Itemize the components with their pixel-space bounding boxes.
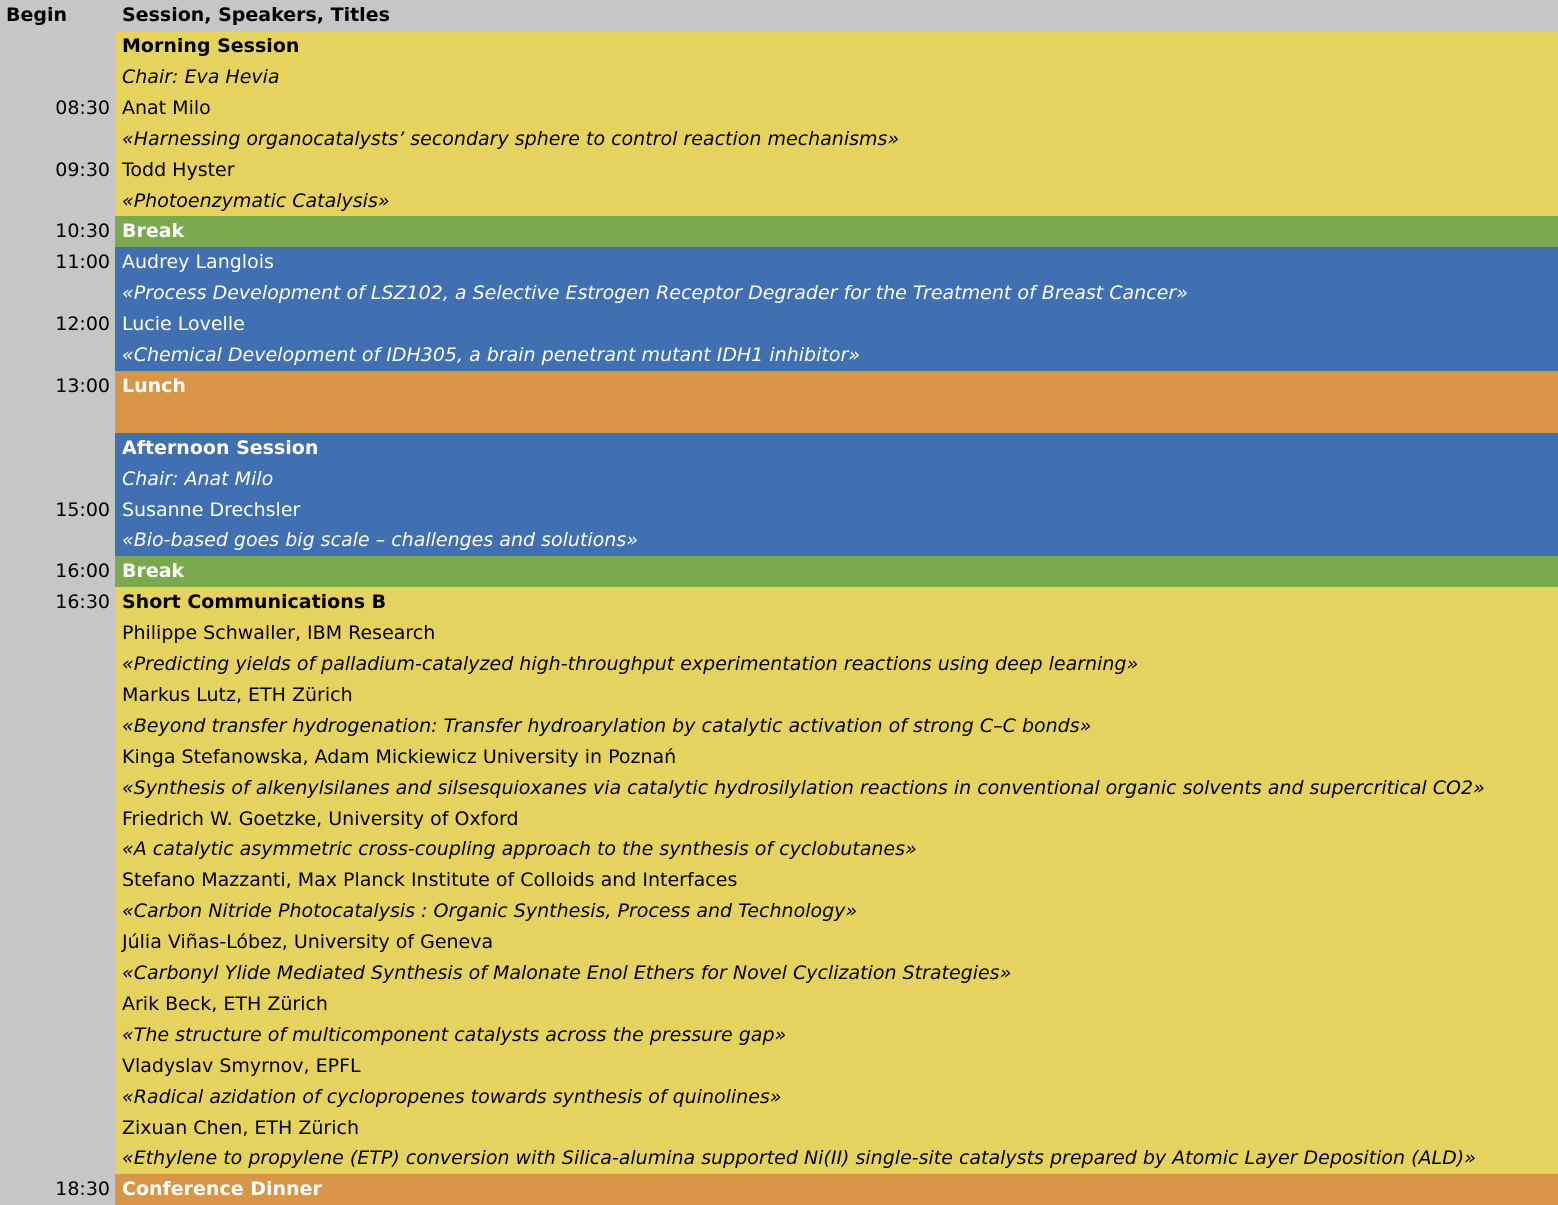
begin-time-cell: [0, 31, 115, 62]
schedule-row: [0, 247, 1558, 278]
schedule-row: [0, 186, 1558, 216]
schedule-row: [0, 958, 1558, 989]
schedule-row: [0, 556, 1558, 587]
session-text-cell: «Carbon Nitride Photocatalysis : Organic Synthesis, Process and Technology»: [115, 896, 1558, 927]
session-text-cell: «Carbonyl Ylide Mediated Synthesis of Malonate Enol Ethers for Novel Cyclization Strategies»: [115, 958, 1558, 989]
begin-time-cell: [0, 62, 115, 93]
schedule-row: [0, 278, 1558, 309]
begin-time-cell: [0, 711, 115, 742]
schedule-row: [0, 1020, 1558, 1051]
schedule-row: [0, 1143, 1558, 1174]
session-text-cell: «Photoenzymatic Catalysis»: [115, 186, 1558, 216]
begin-time-cell: [0, 927, 115, 958]
session-text-cell: Kinga Stefanowska, Adam Mickiewicz University in Poznań: [115, 742, 1558, 773]
schedule-row: [0, 402, 1558, 433]
session-text-cell: [115, 402, 1558, 433]
schedule-row: [0, 525, 1558, 556]
schedule-row: [0, 1174, 1558, 1205]
begin-time-cell: [0, 649, 115, 680]
session-text-cell: «Synthesis of alkenylsilanes and silsesquioxanes via catalytic hydrosilylation reactions in conventional organic solvents and supercritical CO2»: [115, 773, 1558, 804]
begin-time-cell: [0, 402, 115, 433]
session-text-cell: Zixuan Chen, ETH Zürich: [115, 1113, 1558, 1143]
begin-time-cell: 16:00: [0, 556, 115, 587]
schedule-row: [0, 927, 1558, 958]
begin-time-cell: [0, 865, 115, 896]
session-text-cell: Break: [115, 556, 1558, 587]
begin-time-cell: [0, 680, 115, 711]
begin-time-cell: [0, 340, 115, 371]
begin-time-cell: [0, 989, 115, 1020]
session-text-cell: Break: [115, 216, 1558, 247]
schedule-row: [0, 680, 1558, 711]
begin-time-cell: 16:30: [0, 587, 115, 618]
session-text-cell: Júlia Viñas-Lóbez, University of Geneva: [115, 927, 1558, 958]
session-text-cell: «Process Development of LSZ102, a Selective Estrogen Receptor Degrader for the Treatment of Breast Cancer»: [115, 278, 1558, 309]
session-text-cell: «Chemical Development of IDH305, a brain penetrant mutant IDH1 inhibitor»: [115, 340, 1558, 371]
schedule-row: [0, 340, 1558, 371]
schedule-row: [0, 742, 1558, 773]
begin-time-cell: [0, 124, 115, 155]
begin-time-cell: [0, 433, 115, 464]
session-text-cell: «A catalytic asymmetric cross-coupling approach to the synthesis of cyclobutanes»: [115, 834, 1558, 865]
begin-time-cell: [0, 958, 115, 989]
schedule-row: [0, 711, 1558, 742]
session-text-cell: Markus Lutz, ETH Zürich: [115, 680, 1558, 711]
schedule-row: [0, 216, 1558, 247]
schedule-row: [0, 773, 1558, 804]
begin-time-cell: [0, 1113, 115, 1143]
begin-time-cell: [0, 1082, 115, 1113]
begin-time-cell: 18:30: [0, 1174, 115, 1205]
session-text-cell: Chair: Eva Hevia: [115, 62, 1558, 93]
schedule-row: [0, 155, 1558, 186]
begin-time-cell: [0, 525, 115, 556]
session-text-cell: «The structure of multicomponent catalysts across the pressure gap»: [115, 1020, 1558, 1051]
session-text-cell: «Ethylene to propylene (ETP) conversion with Silica-alumina supported Ni(II) single-site catalysts prepared by Atomic Layer Deposition (ALD)»: [115, 1143, 1558, 1174]
begin-time-cell: 11:00: [0, 247, 115, 278]
schedule-row: [0, 309, 1558, 340]
schedule-row: [0, 1082, 1558, 1113]
session-text-cell: Conference Dinner: [115, 1174, 1558, 1205]
schedule-row: [0, 93, 1558, 124]
session-text-cell: «Beyond transfer hydrogenation: Transfer hydroarylation by catalytic activation of strong C–C bonds»: [115, 711, 1558, 742]
schedule-row: [0, 834, 1558, 865]
begin-time-cell: [0, 618, 115, 649]
schedule-row: [0, 1051, 1558, 1082]
session-text-cell: Vladyslav Smyrnov, EPFL: [115, 1051, 1558, 1082]
begin-time-cell: [0, 1051, 115, 1082]
session-text-cell: Afternoon Session: [115, 433, 1558, 464]
begin-time-cell: [0, 834, 115, 865]
schedule-row: [0, 31, 1558, 62]
schedule-row: [0, 371, 1558, 402]
session-text-cell: Todd Hyster: [115, 155, 1558, 186]
session-column-header: Session, Speakers, Titles: [115, 0, 1558, 31]
begin-time-cell: [0, 804, 115, 834]
begin-time-cell: 10:30: [0, 216, 115, 247]
begin-time-cell: 13:00: [0, 371, 115, 402]
session-text-cell: Chair: Anat Milo: [115, 464, 1558, 495]
session-text-cell: Lunch: [115, 371, 1558, 402]
begin-column-header: Begin: [0, 0, 115, 31]
session-text-cell: Audrey Langlois: [115, 247, 1558, 278]
begin-time-cell: [0, 1143, 115, 1174]
begin-time-cell: [0, 1020, 115, 1051]
schedule-row: [0, 618, 1558, 649]
session-text-cell: Susanne Drechsler: [115, 495, 1558, 525]
begin-time-cell: 15:00: [0, 495, 115, 525]
session-text-cell: «Radical azidation of cyclopropenes towards synthesis of quinolines»: [115, 1082, 1558, 1113]
session-text-cell: Stefano Mazzanti, Max Planck Institute of Colloids and Interfaces: [115, 865, 1558, 896]
session-text-cell: Morning Session: [115, 31, 1558, 62]
header-row: [0, 0, 1558, 31]
schedule-row: [0, 587, 1558, 618]
begin-time-cell: [0, 464, 115, 495]
begin-time-cell: [0, 742, 115, 773]
schedule-row: [0, 433, 1558, 464]
schedule-row: [0, 649, 1558, 680]
schedule-row: [0, 124, 1558, 155]
session-text-cell: «Predicting yields of palladium-catalyzed high-throughput experimentation reactions using deep learning»: [115, 649, 1558, 680]
begin-time-cell: 12:00: [0, 309, 115, 340]
session-text-cell: Philippe Schwaller, IBM Research: [115, 618, 1558, 649]
session-text-cell: «Bio-based goes big scale – challenges and solutions»: [115, 525, 1558, 556]
begin-time-cell: [0, 278, 115, 309]
session-text-cell: Arik Beck, ETH Zürich: [115, 989, 1558, 1020]
schedule-row: [0, 865, 1558, 896]
schedule-row: [0, 989, 1558, 1020]
session-text-cell: «Harnessing organocatalysts’ secondary sphere to control reaction mechanisms»: [115, 124, 1558, 155]
begin-time-cell: 09:30: [0, 155, 115, 186]
session-text-cell: Short Communications B: [115, 587, 1558, 618]
session-text-cell: Lucie Lovelle: [115, 309, 1558, 340]
schedule-row: [0, 1113, 1558, 1143]
begin-time-cell: 08:30: [0, 93, 115, 124]
begin-time-cell: [0, 186, 115, 216]
schedule-row: [0, 62, 1558, 93]
begin-time-cell: [0, 773, 115, 804]
schedule-row: [0, 464, 1558, 495]
schedule-row: [0, 495, 1558, 525]
schedule-row: [0, 804, 1558, 834]
schedule-row: [0, 896, 1558, 927]
begin-time-cell: [0, 896, 115, 927]
session-text-cell: Anat Milo: [115, 93, 1558, 124]
session-text-cell: Friedrich W. Goetzke, University of Oxford: [115, 804, 1558, 834]
